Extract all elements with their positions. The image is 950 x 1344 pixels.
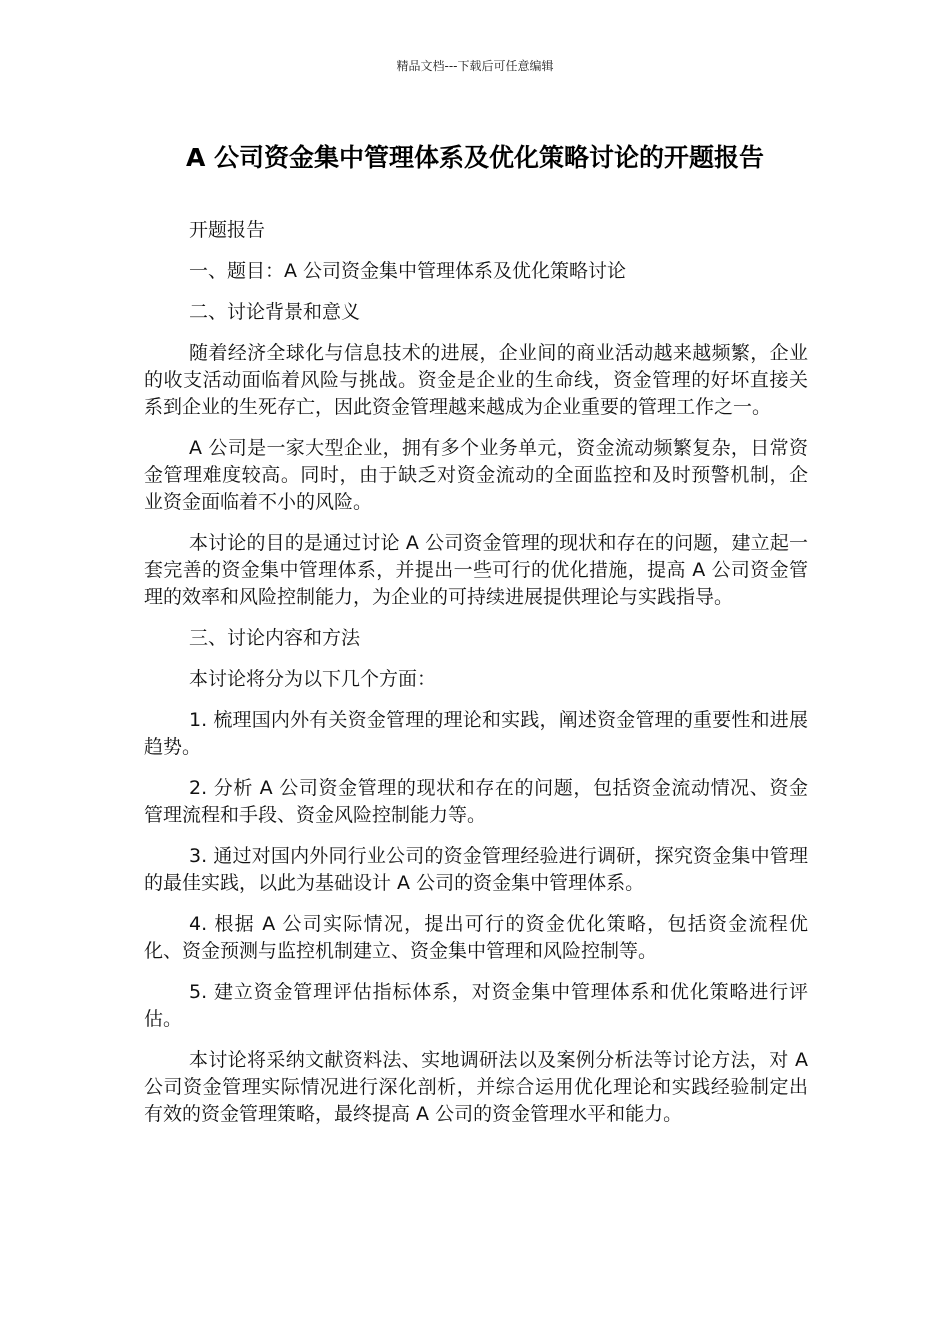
- list-item-5: 5. 建立资金管理评估指标体系，对资金集中管理体系和优化策略进行评估。: [144, 981, 808, 1030]
- list-item-3: 3. 通过对国内外同行业公司的资金管理经验进行调研，探究资金集中管理的最佳实践，以此为基础设计 A 公司的资金集中管理体系。: [144, 845, 808, 894]
- paragraph-purpose: 本讨论的目的是通过讨论 A 公司资金管理的现状和存在的问题，建立起一套完善的资金集中管理体系，并提出一些可行的优化措施，提高 A 公司资金管理的效率和风险控制能力，为企业的可持续进展提供理论与实践指导。: [144, 532, 808, 608]
- document-body: [144, 217, 808, 1142]
- paragraph-heading-background: 二、讨论背景和意义: [189, 301, 361, 323]
- list-item-2: 2. 分析 A 公司资金管理的现状和存在的问题，包括资金流动情况、资金管理流程和手段、资金风险控制能力等。: [144, 777, 808, 826]
- paragraph-background-2: A 公司是一家大型企业，拥有多个业务单元，资金流动频繁复杂，日常资金管理难度较高。同时，由于缺乏对资金流动的全面监控和及时预警机制，企业资金面临着不小的风险。: [144, 437, 808, 513]
- list-item-1: 1. 梳理国内外有关资金管理的理论和实践，阐述资金管理的重要性和进展趋势。: [144, 709, 808, 758]
- paragraph-methods: 本讨论将采纳文献资料法、实地调研法以及案例分析法等讨论方法，对 A 公司资金管理实际情况进行深化剖析，并综合运用优化理论和实践经验制定出有效的资金管理策略，最终提高 A 公司的资金管理水平和能力。: [144, 1049, 808, 1125]
- document-title: A 公司资金集中管理体系及优化策略讨论的开题报告: [185, 143, 765, 172]
- paragraph-background-1: 随着经济全球化与信息技术的进展，企业间的商业活动越来越频繁，企业的收支活动面临着风险与挑战。资金是企业的生命线，资金管理的好坏直接关系到企业的生死存亡，因此资金管理越来越成为企业重要的管理工作之一。: [144, 342, 808, 418]
- list-item-4: 4. 根据 A 公司实际情况，提出可行的资金优化策略，包括资金流程优化、资金预测与监控机制建立、资金集中管理和风险控制等。: [144, 913, 808, 962]
- paragraph-topic: 一、题目：A 公司资金集中管理体系及优化策略讨论: [189, 260, 627, 282]
- paragraph-section-label: 开题报告: [189, 219, 266, 241]
- header-note: 精品文档---下载后可任意编辑: [396, 59, 554, 73]
- paragraph-content-intro: 本讨论将分为以下几个方面：: [189, 668, 437, 690]
- paragraph-heading-content: 三、讨论内容和方法: [189, 627, 361, 649]
